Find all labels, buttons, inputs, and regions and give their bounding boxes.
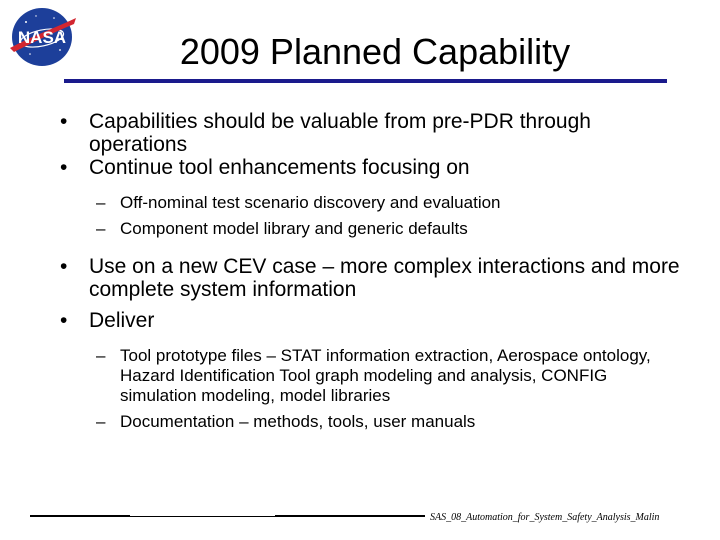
bullet-icon: • <box>60 309 68 332</box>
sub-bullet-item <box>0 219 720 239</box>
bullet-item <box>0 309 720 332</box>
footer-divider <box>30 515 130 517</box>
sub-bullet-text: Off-nominal test scenario discovery and evaluation <box>120 193 501 212</box>
slide-title: 2009 Planned Capability <box>179 31 571 72</box>
footer-divider <box>275 515 425 517</box>
slide-body <box>0 110 720 432</box>
bullet-item <box>0 255 720 301</box>
dash-icon: – <box>96 346 106 365</box>
dash-icon: – <box>96 193 106 212</box>
bullet-text: Continue tool enhancements focusing on <box>89 156 470 179</box>
nasa-logo-icon <box>6 4 78 70</box>
dash-icon: – <box>96 219 106 238</box>
sub-bullet-item <box>0 412 720 432</box>
bullet-icon: • <box>60 255 68 278</box>
sub-bullet-text: Documentation – methods, tools, user manuals <box>120 412 476 431</box>
bullet-item <box>0 156 720 179</box>
bullet-icon: • <box>60 110 68 133</box>
bullet-text: Use on a new CEV case – more complex interactions and more complete system information <box>89 255 680 301</box>
sub-bullet-item <box>0 346 720 406</box>
logo-wordmark: NASA <box>17 28 67 47</box>
bullet-item <box>0 110 720 156</box>
sub-bullet-text: Tool prototype files – STAT information extraction, Aerospace ontology, Hazard Identification Tool graph modeling and analysis, CONFIG simulation modeling, model libraries <box>120 346 651 405</box>
title-underline <box>64 79 667 83</box>
dash-icon: – <box>96 412 106 431</box>
bullet-icon: • <box>60 156 68 179</box>
footer-text: SAS_08_Automation_for_System_Safety_Analysis_Malin <box>430 512 660 523</box>
bullet-text: Capabilities should be valuable from pre-PDR through operations <box>89 110 591 156</box>
sub-bullet-item <box>0 193 720 213</box>
bullet-text: Deliver <box>89 309 155 332</box>
sub-bullet-text: Component model library and generic defaults <box>120 219 468 238</box>
